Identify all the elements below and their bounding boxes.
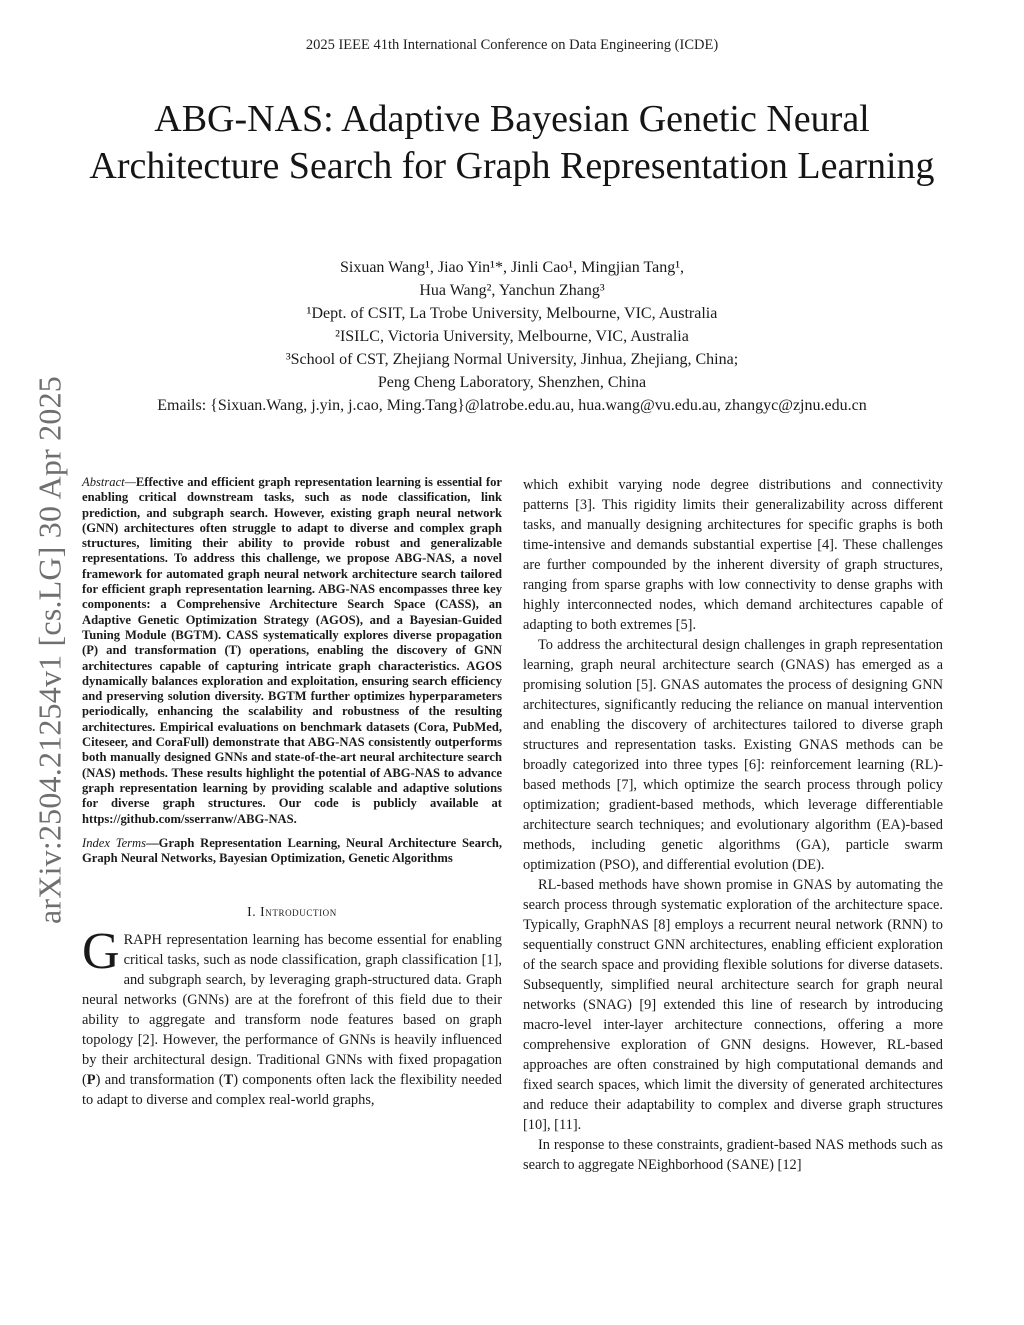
section-number: I. bbox=[247, 904, 261, 920]
affiliation-2: ²ISILC, Victoria University, Melbourne, VIC, Australia bbox=[335, 328, 689, 345]
right-column bbox=[523, 475, 943, 1175]
drop-cap: G bbox=[82, 923, 120, 981]
abstract-label: Abstract bbox=[82, 475, 125, 489]
intro-paragraph-2: To address the architectural design challenges in graph representation learning, graph neural architecture search (GNAS) has emerged as a promising solution [5]. GNAS automates the process of designing GNN architectures, significantly reducing the reliance on manual intervention and enabling the discovery of architectures tailored to diverse graph structures and representation tasks. Existing GNAS methods can be broadly categorized into three types [6]: reinforcement learning (RL)-based methods [7], which optimize the search process through policy optimization; gradient-based methods, which leverage differentiable architecture search techniques; and evolutionary algorithm (EA)-based methods, including genetic algorithms (GA), particle swarm optimization (PSO), and differential evolution (DE). bbox=[523, 637, 943, 873]
index-terms-label: Index Terms bbox=[82, 835, 147, 850]
conference-header: 2025 IEEE 41th International Conference on Data Engineering (ICDE) bbox=[305, 37, 719, 53]
abstract-text: Effective and efficient graph representation learning is essential for enabling critical downstream tasks, such as node classification, link prediction, and subgraph search. However, existing graph neural network (GNN) architectures often struggle to adapt to diverse and complex graph structures, limiting their ability to provide robust and generalizable representations. To address this challenge, we propose ABG-NAS, a novel framework for automated graph neural network architecture search tailored for efficient graph representation learning. ABG-NAS encompasses three key components: a Comprehensive Architecture Search Space (CASS), an Adaptive Genetic Optimization Strategy (AGOS), and a Bayesian-Guided Tuning Module (BGTM). CASS systematically explores diverse propagation (P) and transformation (T) operations, enabling the discovery of GNN architectures capable of capturing intricate graph characteristics. AGOS dynamically balances exploration and exploitation, ensuring search efficiency and preserving solution diversity. BGTM further optimizes hyperparameters periodically, enhancing the scalability and robustness of the resulting architectures. Empirical evaluations on benchmark datasets (Cora, PubMed, Citeseer, and CoraFull) demonstrate that ABG-NAS consistently outperforms both manually designed GNNs and state-of-the-art neural architecture search (NAS) methods. These results highlight the potential of ABG-NAS to advance graph representation learning by providing scalable and adaptive solutions for diverse graph structures. Our code is publicly available at https://github.com/sserranw/ABG-NAS. bbox=[82, 475, 502, 826]
index-terms: Index Terms—Graph Representation Learning, Neural Architecture Search, Graph Neural Networks, Bayesian Optimization, Genetic Algorithms bbox=[82, 835, 503, 866]
intro-paragraph-4: In response to these constraints, gradient-based NAS methods such as search to aggregate NEighborhood (SANE) [12] bbox=[523, 1137, 943, 1173]
affiliation-4: Peng Cheng Laboratory, Shenzhen, China bbox=[377, 374, 647, 391]
index-terms-text: Graph Representation Learning, Neural Architecture Search, Graph Neural Networks, Bayesian Optimization, Genetic Algorithms bbox=[82, 835, 503, 866]
authors-line-2: Hua Wang², Yanchun Zhang³ bbox=[419, 282, 605, 299]
intro-paragraph-1-cont: which exhibit varying node degree distributions and connectivity patterns [3]. This rigidity limits their generalizability across different tasks, and manually designing architectures for specific graphs is both time-intensive and demands substantial expertise [4]. These challenges are further compounded by the inherent diversity of graph structures, ranging from sparse graphs with low connectivity to dense graphs with highly interconnected nodes, which demand architectures capable of adapting to both extremes [5]. bbox=[523, 477, 943, 633]
section-title: Introduction bbox=[260, 904, 337, 920]
intro-paragraph-3: RL-based methods have shown promise in GNAS by automating the search process through systematic exploration of the architecture space. Typically, GraphNAS [8] employs a recurrent neural network (RNN) to sequentially construct GNN architectures, enabling efficient exploration of the search space and providing flexible solutions for diverse datasets. Subsequently, simplified neural architecture search for graph neural networks (SNAG) [9] extended this line of research by introducing macro-level inter-layer architecture connections, offering a more comprehensive exploration of GNN designs. However, RL-based approaches are often constrained by high computational demands and fixed search spaces, which limit the diversity of generated architectures and reduce their adaptability to complex and diverse graph structures [10], [11]. bbox=[523, 877, 943, 1133]
abstract: Abstract—Effective and efficient graph representation learning is essential for enabling critical downstream tasks, such as node classification, link prediction, and subgraph search. However, existing graph neural network (GNN) architectures often struggle to adapt to diverse and complex graph structures, limiting their ability to provide robust and generalizable representations. To address this challenge, we propose ABG-NAS, a novel framework for automated graph neural network architecture search tailored for efficient graph representation learning. ABG-NAS encompasses three key components: a Comprehensive Architecture Search Space (CASS), an Adaptive Genetic Optimization Strategy (AGOS), and a Bayesian-Guided Tuning Module (BGTM). CASS systematically explores diverse propagation (P) and transformation (T) operations, enabling the discovery of GNN architectures capable of capturing intricate graph characteristics. AGOS dynamically balances exploration and exploitation, ensuring search efficiency and preserving solution diversity. BGTM further optimizes hyperparameters periodically, enhancing the scalability and robustness of the resulting architectures. Empirical evaluations on benchmark datasets (Cora, PubMed, Citeseer, and CoraFull) demonstrate that ABG-NAS consistently outperforms both manually designed GNNs and state-of-the-art neural architecture search (NAS) methods. These results highlight the potential of ABG-NAS to advance graph representation learning by providing scalable and adaptive solutions for diverse graph structures. Our code is publicly available at https://github.com/sserranw/ABG-NAS. bbox=[82, 475, 502, 826]
left-column bbox=[82, 475, 502, 1110]
paper-title: ABG-NAS: Adaptive Bayesian Genetic Neural Architecture Search for Graph Representation Learning bbox=[89, 98, 935, 187]
affiliation-3: ³School of CST, Zhejiang Normal University, Jinhua, Zhejiang, China; bbox=[285, 351, 739, 368]
arxiv-id: arXiv:2504.21254v1 [cs.LG] 30 Apr 2025 bbox=[31, 376, 68, 924]
lead-word: RAPH bbox=[123, 932, 162, 949]
author-block bbox=[60, 256, 964, 417]
section-heading-introduction bbox=[82, 904, 502, 920]
affiliation-1: ¹Dept. of CSIT, La Trobe University, Melbourne, VIC, Australia bbox=[306, 305, 718, 322]
author-emails: Emails: {Sixuan.Wang, j.yin, j.cao, Ming.Tang}@latrobe.edu.au, hua.wang@vu.edu.au, zhangyc@zjnu.edu.cn bbox=[157, 397, 867, 414]
authors-line-1: Sixuan Wang¹, Jiao Yin¹*, Jinli Cao¹, Mingjian Tang¹, bbox=[339, 259, 685, 276]
intro-paragraph-1: GRAPH representation learning has become essential for enabling critical tasks, such as node classification, graph classification [1], and subgraph search, by leveraging graph-structured data. Graph neural networks (GNNs) are at the forefront of this field due to their ability to aggregate and transform node features based on graph topology [2]. However, the performance of GNNs is heavily influenced by their architectural design. Traditional GNNs with fixed propagation (P) and transformation (T) components often lack the flexibility needed to adapt to diverse and complex real-world graphs, bbox=[82, 923, 502, 1109]
